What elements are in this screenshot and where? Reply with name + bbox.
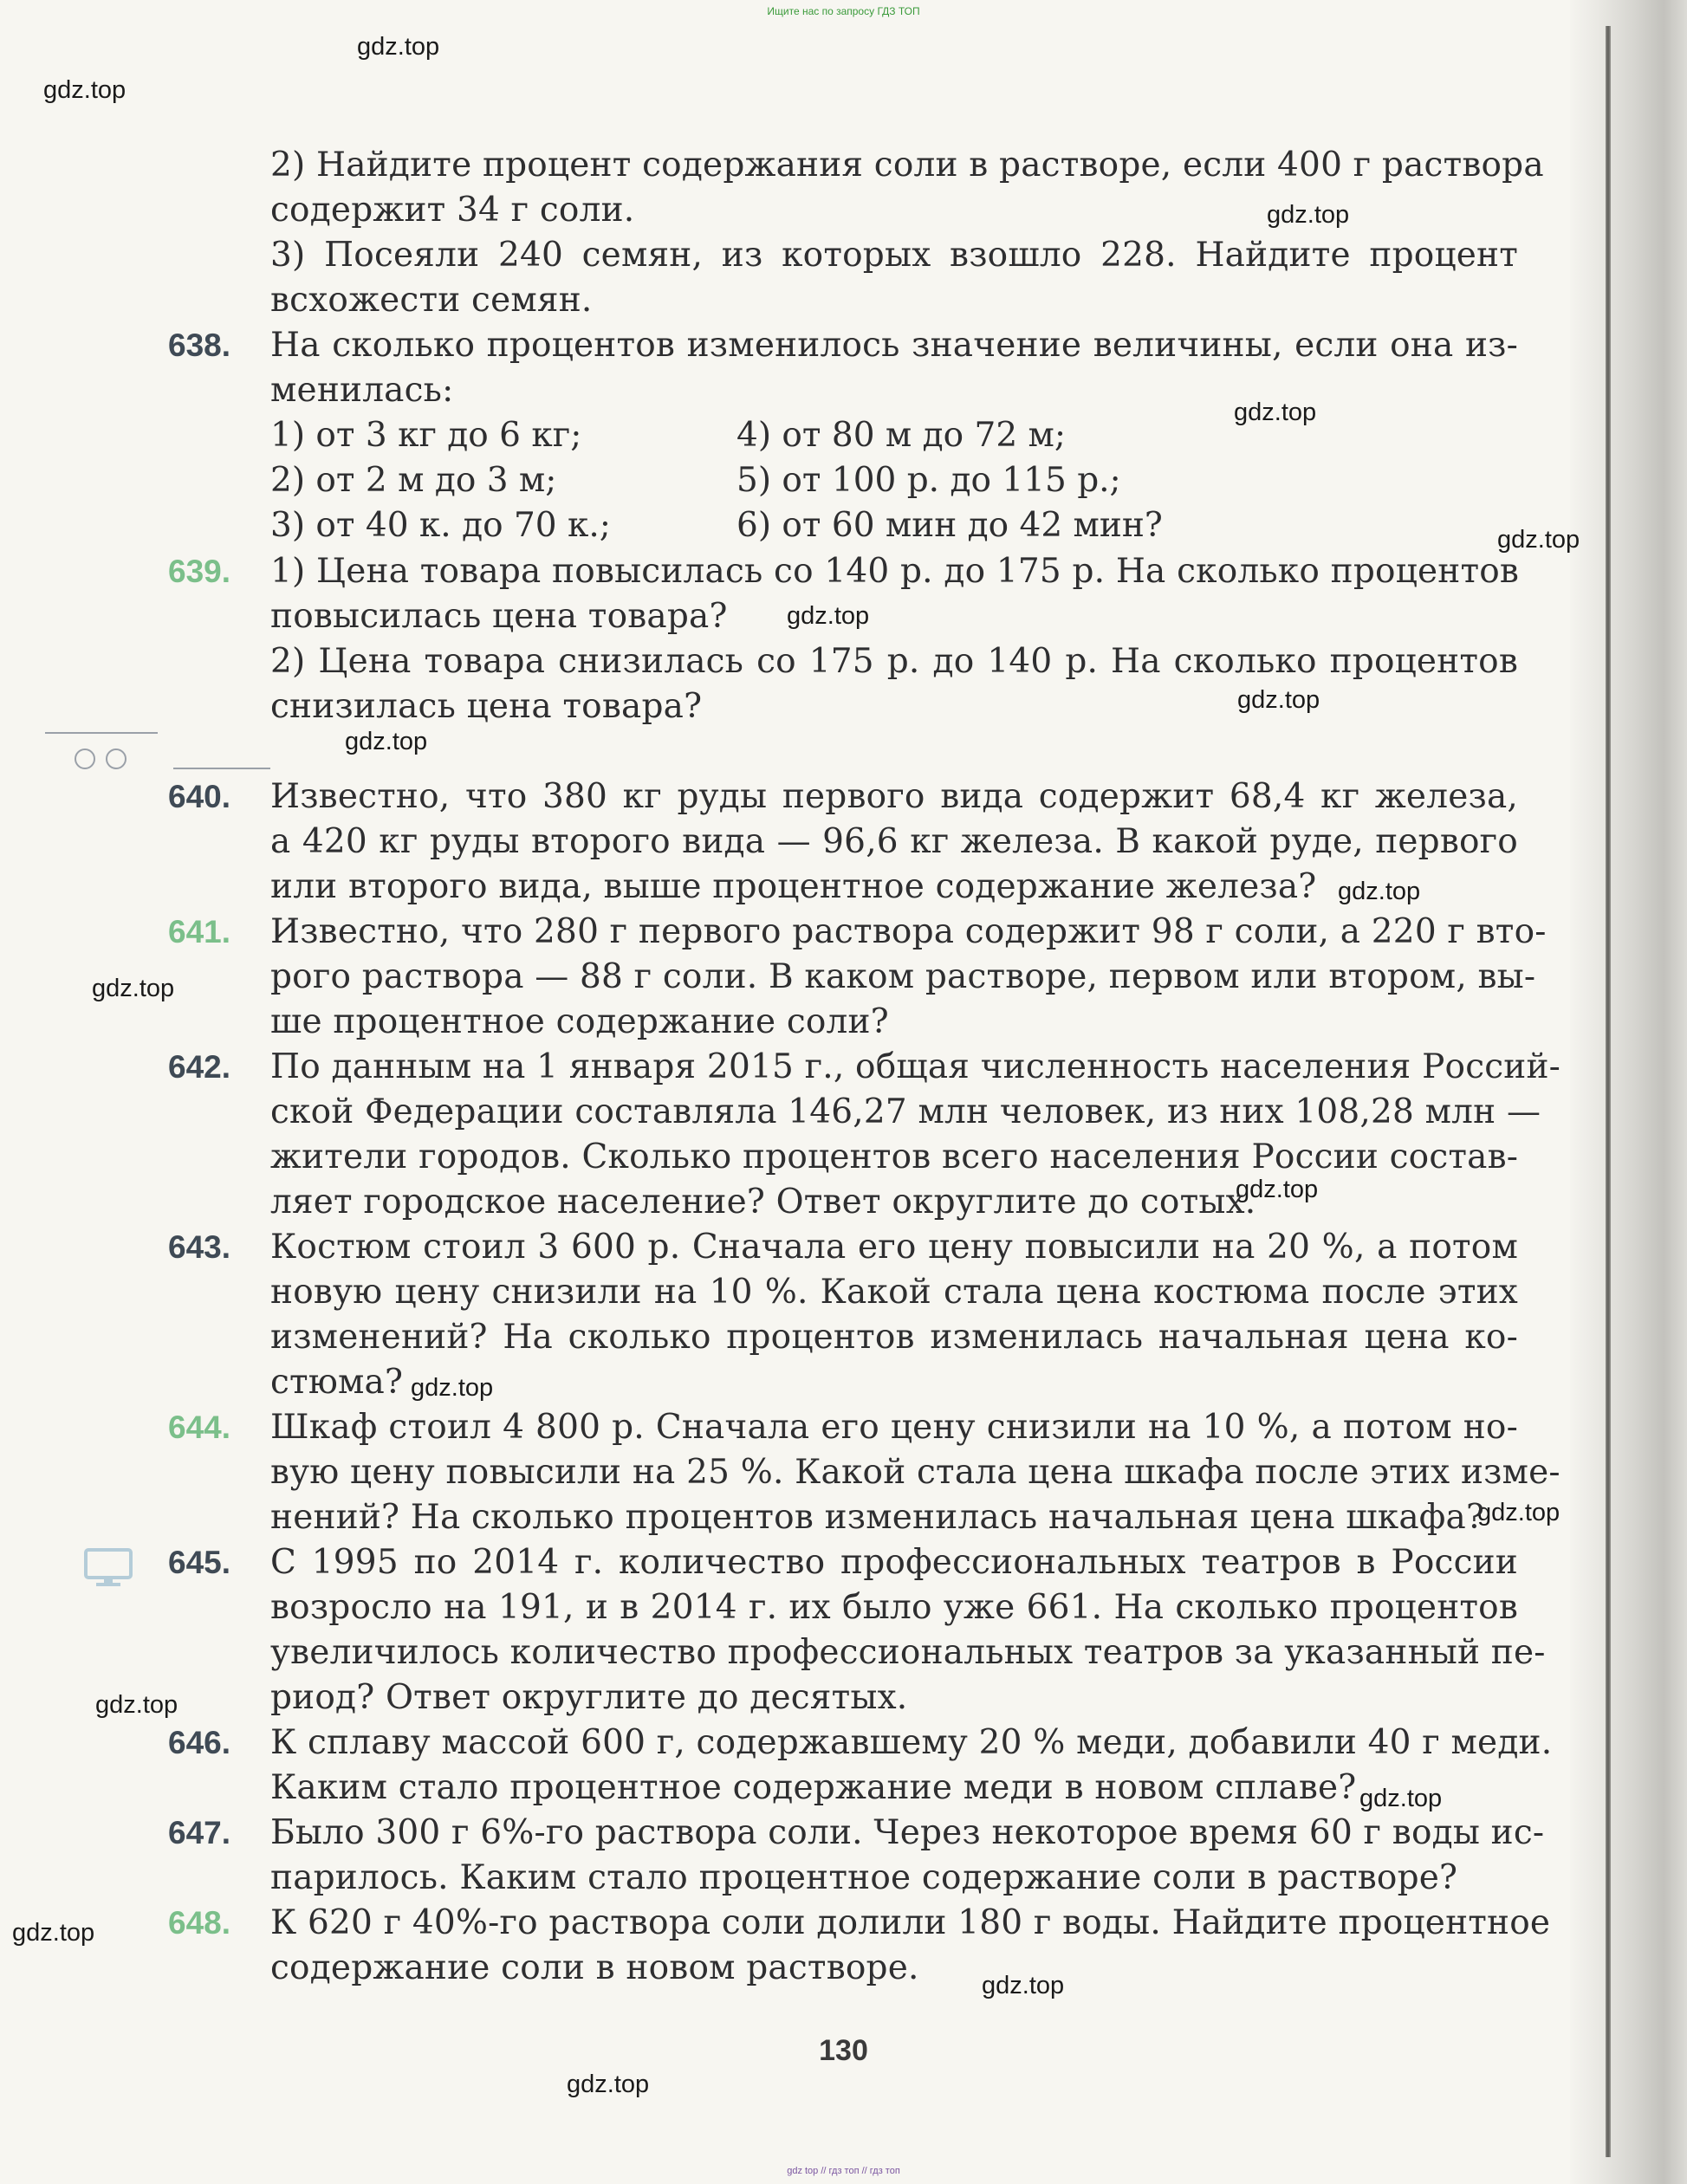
problem-number: 641. [168, 914, 231, 949]
problem-640-line: а 420 кг руды второго вида — 96,6 кг железа. В какой руде, первого [270, 822, 1518, 861]
problem-638-item: 3) от 40 к. до 70 к.; [270, 506, 611, 545]
page-number: 130 [819, 2034, 868, 2067]
problem-639-line: 2) Цена товара снизилась со 175 р. до 140 р. На сколько процентов [270, 642, 1518, 681]
watermark: gdz.top [12, 1919, 95, 1947]
problem-639-line: повысилась цена товара? [270, 597, 728, 636]
problem-642-line: ской Федерации составляла 146,27 млн человек, из них 108,28 млн — [270, 1092, 1541, 1131]
watermark: gdz.top [1359, 1785, 1443, 1812]
problem-637-line: 3) Посеяли 240 семян, из которых взошло 228. Найдите процент [270, 236, 1518, 275]
watermark: gdz.top [1237, 686, 1320, 714]
watermark: gdz.top [1267, 201, 1350, 229]
difficulty-circle-icon [75, 749, 95, 769]
problem-647-line: парилось. Каким стало процентное содержание соли в растворе? [270, 1858, 1458, 1897]
problem-number: 638. [168, 327, 231, 363]
problem-646-line: Каким стало процентное содержание меди в новом сплаве? [270, 1768, 1357, 1807]
problem-number: 643. [168, 1229, 231, 1265]
section-divider [45, 732, 158, 734]
problem-638-item: 5) от 100 р. до 115 р.; [736, 461, 1121, 500]
problem-638-item: 2) от 2 м до 3 м; [270, 461, 557, 500]
watermark: gdz.top [1236, 1176, 1319, 1203]
problem-647-line: Было 300 г 6%-го раствора соли. Через некоторое время 60 г воды ис- [270, 1813, 1545, 1852]
problem-number: 639. [168, 554, 231, 589]
watermark: gdz.top [43, 76, 127, 104]
problem-643-line: стюма? [270, 1363, 404, 1402]
difficulty-circle-icon [106, 749, 127, 769]
section-divider [173, 768, 270, 769]
problem-643-line: изменений? На сколько процентов изменилась начальная цена ко- [270, 1318, 1518, 1357]
problem-number: 645. [168, 1545, 231, 1580]
watermark: gdz.top [1497, 526, 1580, 554]
book-spine-shadow [1570, 0, 1687, 2184]
problem-641-line: рого раствора — 88 г соли. В каком растворе, первом или втором, вы- [270, 957, 1536, 996]
watermark: gdz.top [357, 33, 440, 61]
problem-645-line: риод? Ответ округлите до десятых. [270, 1678, 908, 1717]
problem-638-line: менилась: [270, 371, 454, 410]
problem-640-line: Известно, что 380 кг руды первого вида содержит 68,4 кг железа, [270, 777, 1518, 816]
problem-639-line: 1) Цена товара повысилась со 140 р. до 175 р. На сколько процентов [270, 552, 1520, 591]
problem-638-item: 4) от 80 м до 72 м; [736, 416, 1067, 455]
watermark: gdz.top [1234, 399, 1317, 426]
problem-644-line: Шкаф стоил 4 800 р. Сначала его цену снизили на 10 %, а потом но- [270, 1408, 1518, 1447]
problem-number: 642. [168, 1049, 231, 1085]
problem-number: 646. [168, 1725, 231, 1760]
watermark: gdz.top [95, 1691, 178, 1719]
problem-638-item: 1) от 3 кг до 6 кг; [270, 416, 582, 455]
problem-643-line: Костюм стоил 3 600 р. Сначала его цену повысили на 20 %, а потом [270, 1228, 1518, 1267]
problem-637-line: 2) Найдите процент содержания соли в растворе, если 400 г раствора [270, 146, 1544, 185]
problem-638-line: На сколько процентов изменилось значение величины, если она из- [270, 326, 1518, 365]
problem-645-line: увеличилось количество профессиональных театров за указанный пе- [270, 1633, 1546, 1672]
problem-641-line: Известно, что 280 г первого раствора содержит 98 г соли, а 220 г вто- [270, 912, 1547, 951]
problem-648-line: содержание соли в новом растворе. [270, 1948, 919, 1987]
watermark: gdz.top [1338, 878, 1421, 905]
watermark: gdz.top [982, 1972, 1065, 1999]
problem-number: 647. [168, 1815, 231, 1850]
problem-645-line: возросло на 191, и в 2014 г. их было уже 661. На сколько процентов [270, 1588, 1518, 1627]
problem-642-line: ляет городское население? Ответ округлите до сотых. [270, 1183, 1256, 1222]
problem-642-line: жители городов. Сколько процентов всего населения России состав- [270, 1137, 1519, 1176]
problem-number: 644. [168, 1410, 231, 1445]
book-spine-crease [1606, 26, 1611, 2157]
problem-637-line: содержит 34 г соли. [270, 191, 635, 230]
problem-number: 648. [168, 1905, 231, 1941]
watermark: gdz.top [411, 1374, 494, 1402]
watermark: gdz.top [345, 728, 428, 755]
problem-646-line: К сплаву массой 600 г, содержавшему 20 % меди, добавили 40 г меди. [270, 1723, 1553, 1762]
watermark: gdz.top [567, 2071, 650, 2098]
problem-644-line: нений? На сколько процентов изменилась начальная цена шкафа? [270, 1498, 1485, 1537]
problem-639-line: снизилась цена товара? [270, 687, 703, 726]
top-banner: Ищите нас по запросу ГДЗ ТОП [767, 5, 920, 17]
problem-644-line: вую цену повысили на 25 %. Какой стала цена шкафа после этих изме- [270, 1453, 1560, 1492]
problem-648-line: К 620 г 40%-го раствора соли долили 180 г воды. Найдите процентное [270, 1903, 1551, 1942]
computer-monitor-icon [83, 1547, 133, 1589]
watermark: gdz.top [787, 602, 870, 630]
problem-645-line: С 1995 по 2014 г. количество профессиональных театров в России [270, 1543, 1518, 1582]
problem-642-line: По данным на 1 января 2015 г., общая численность населения Россий- [270, 1047, 1561, 1086]
problem-640-line: или второго вида, выше процентное содержание железа? [270, 867, 1317, 906]
footer-watermark-strip: gdz top // гдз топ // гдз топ [787, 2166, 900, 2176]
problem-637-line: всхожести семян. [270, 281, 593, 320]
watermark: gdz.top [1477, 1499, 1560, 1526]
problem-643-line: новую цену снизили на 10 %. Какой стала цена костюма после этих [270, 1273, 1518, 1312]
problem-638-item: 6) от 60 мин до 42 мин? [736, 506, 1163, 545]
problem-number: 640. [168, 779, 231, 814]
problem-641-line: ше процентное содержание соли? [270, 1002, 889, 1041]
watermark: gdz.top [92, 975, 175, 1002]
